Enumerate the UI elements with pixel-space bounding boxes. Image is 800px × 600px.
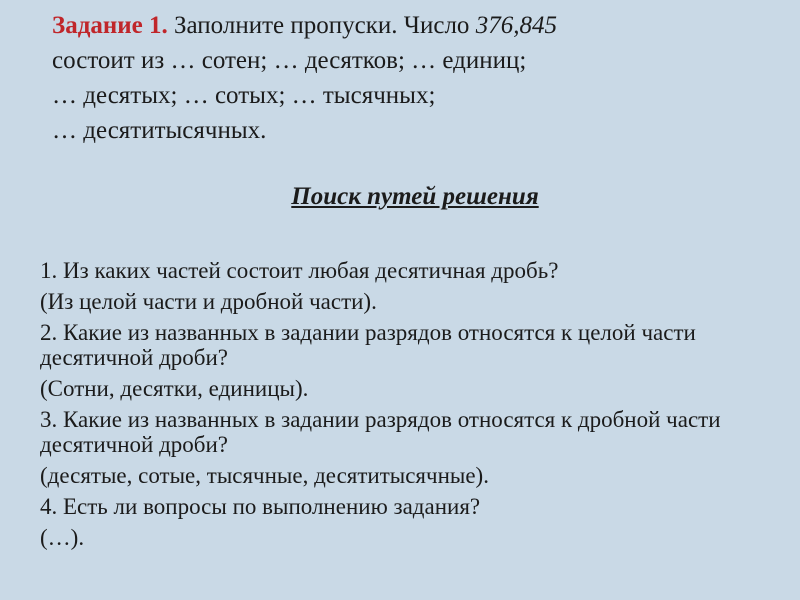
answer-2: (Сотни, десятки, единицы). (40, 376, 309, 401)
answer-1: (Из целой части и дробной части). (40, 289, 377, 314)
answer-3: (десятые, сотые, тысячные, десятитысячные). (40, 463, 489, 488)
task-intro: Заполните пропуски. Число (167, 12, 476, 39)
task-line-4: … десятитысячных. (52, 117, 267, 144)
task-number: 376,845 (475, 12, 557, 39)
task-line-1 (52, 8, 752, 43)
task-label: Задание 1. (52, 12, 168, 39)
question-4: 4. Есть ли вопросы по выполнению задания? (40, 494, 481, 519)
task-block (52, 8, 752, 148)
question-2: 2. Какие из названных в задании разрядов относятся к целой части десятичной дроби? (40, 320, 696, 370)
task-line-2: состоит из … сотен; … десятков; … единиц; (52, 47, 527, 74)
section-heading: Поиск путей решения (291, 183, 539, 210)
answer-4: (…). (40, 525, 85, 550)
question-1: 1. Из каких частей состоит любая десятичная дробь? (40, 258, 559, 283)
questions-list (40, 258, 790, 556)
task-line-3: … десятых; … сотых; … тысячных; (52, 82, 436, 109)
question-3: 3. Какие из названных в задании разрядов относятся к дробной части десятичной дроби? (40, 407, 721, 457)
